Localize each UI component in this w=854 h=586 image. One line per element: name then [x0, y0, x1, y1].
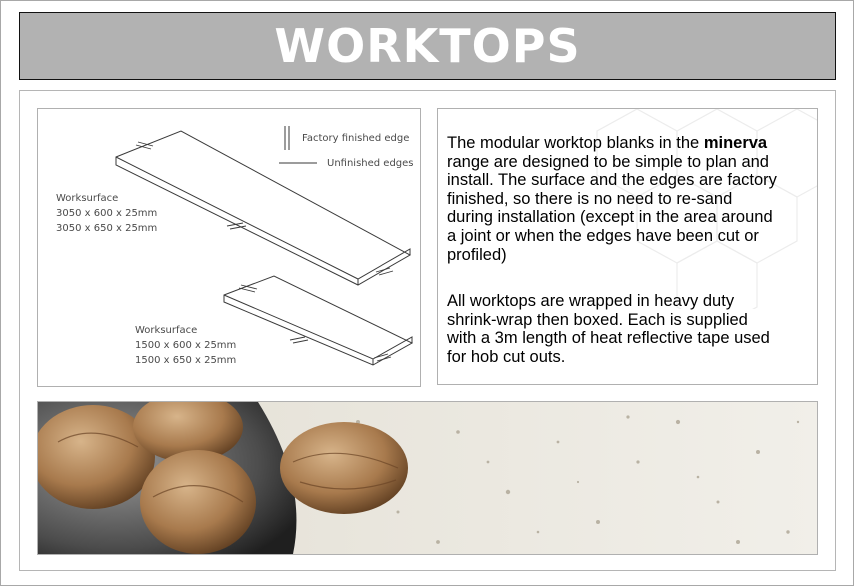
- p1-line-2: range are designed to be simple to plan and: [447, 152, 769, 171]
- large-worktop-outline: [116, 131, 410, 285]
- small-worktop-outline: [224, 276, 412, 365]
- p2-line-1: All worktops are wrapped in heavy duty: [447, 292, 735, 310]
- large-worksurface-size-1: 3050 x 600 x 25mm: [56, 208, 158, 219]
- p2-line-4: for hob cut outs.: [447, 347, 566, 366]
- page-title: WORKTOPS: [274, 19, 581, 73]
- small-worksurface-size-2: 1500 x 650 x 25mm: [135, 355, 237, 366]
- walnut-3: [140, 450, 256, 554]
- brand-name-minerva: minerva: [703, 134, 768, 152]
- worktop-diagram-panel: [37, 108, 421, 387]
- legend-factory-edge: Factory finished edge: [302, 133, 410, 144]
- large-worksurface-size-2: 3050 x 650 x 25mm: [56, 223, 158, 234]
- p1-line-4: finished, so there is no need to re-sand: [447, 189, 733, 208]
- p1-line-5: during installation (except in the area around: [447, 208, 773, 227]
- description-paragraph-1: [447, 134, 815, 264]
- legend-unfinished-edges: Unfinished edges: [327, 158, 414, 169]
- p1-line-1: The modular worktop blanks in the: [447, 134, 704, 152]
- description-paragraph-2: [447, 292, 815, 366]
- description-panel: [437, 108, 818, 385]
- small-worktop-top-face: [224, 295, 412, 359]
- large-worksurface-label: Worksurface: [56, 193, 119, 204]
- small-worksurface-label: Worksurface: [135, 325, 198, 336]
- p1-line-6: a joint or when the edges have been cut or: [447, 226, 759, 245]
- p2-line-3: with a 3m length of heat reflective tape used: [447, 329, 770, 348]
- small-worksurface-size-1: 1500 x 600 x 25mm: [135, 340, 237, 351]
- p1-line-3: install. The surface and the edges are factory: [447, 171, 777, 190]
- p1-line-7: profiled): [447, 245, 507, 264]
- title-banner: [19, 12, 836, 80]
- walnuts-photo: [37, 401, 818, 555]
- walnut-on-counter: [280, 422, 408, 514]
- p2-line-2: shrink-wrap then boxed. Each is supplied: [447, 310, 748, 329]
- walnuts-photo-image: [38, 402, 817, 554]
